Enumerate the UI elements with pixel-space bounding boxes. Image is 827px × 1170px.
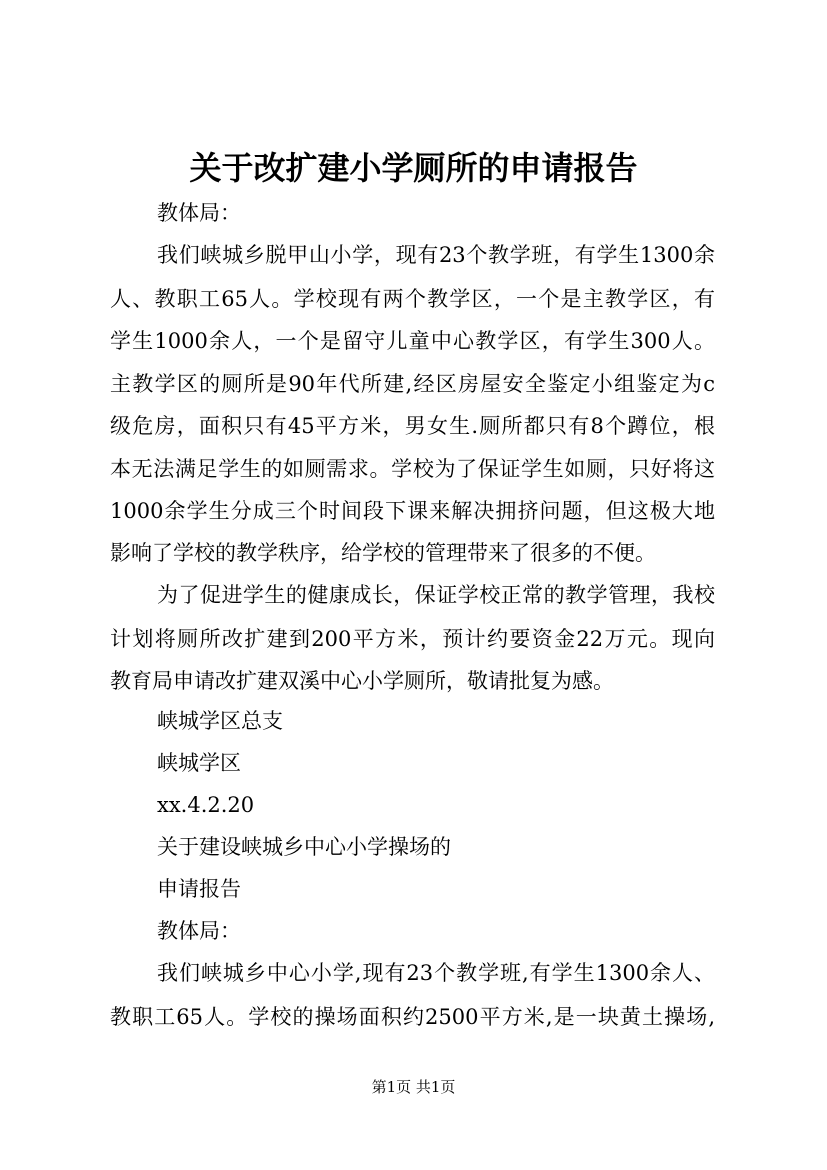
document-title: 关于改扩建小学厕所的申请报告 [189, 149, 638, 187]
second-title-line: 申请报告 [157, 877, 241, 901]
page-footer: 第1页 共1页 [371, 1078, 456, 1096]
signature-org: 峡城学区 [157, 751, 241, 775]
paragraph-line: 人、教职工65人。学校现有两个教学区，一个是主教学区，有 [110, 287, 715, 311]
signature-date: xx.4.2.20 [157, 793, 255, 817]
paragraph-line: 我们峡城乡脱甲山小学，现有23个教学班，有学生1300余 [157, 243, 715, 267]
paragraph-line: 1000余学生分成三个时间段下课来解决拥挤问题，但这极大地 [110, 499, 715, 523]
paragraph-line: 我们峡城乡中心小学,现有23个教学班,有学生1300余人、 [157, 961, 715, 985]
paragraph-line: 影响了学校的教学秩序，给学校的管理带来了很多的不便。 [110, 541, 656, 565]
salutation: 教体局： [157, 201, 241, 225]
paragraph-line: 教职工65人。学校的操场面积约2500平方米,是一块黄土操场, [110, 1005, 715, 1029]
second-title-line: 关于建设峡城乡中心小学操场的 [157, 835, 451, 859]
paragraph-line: 主教学区的厕所是90年代所建,经区房屋安全鉴定小组鉴定为c [110, 372, 715, 396]
salutation: 教体局： [157, 919, 241, 943]
paragraph-line: 为了促进学生的健康成长，保证学校正常的教学管理，我校 [157, 583, 715, 607]
paragraph-line: 计划将厕所改扩建到200平方米，预计约要资金22万元。现向 [110, 627, 715, 651]
paragraph-line: 学生1000余人，一个是留守儿童中心教学区，有学生300人。 [110, 329, 715, 353]
paragraph-line: 本无法满足学生的如厕需求。学校为了保证学生如厕，只好将这 [110, 457, 715, 481]
paragraph-line: 级危房，面积只有45平方米，男女生.厕所都只有8个蹲位，根 [110, 414, 715, 438]
signature-org: 峡城学区总支 [157, 709, 283, 733]
paragraph-line: 教育局申请改扩建双溪中心小学厕所，敬请批复为感。 [110, 669, 614, 693]
